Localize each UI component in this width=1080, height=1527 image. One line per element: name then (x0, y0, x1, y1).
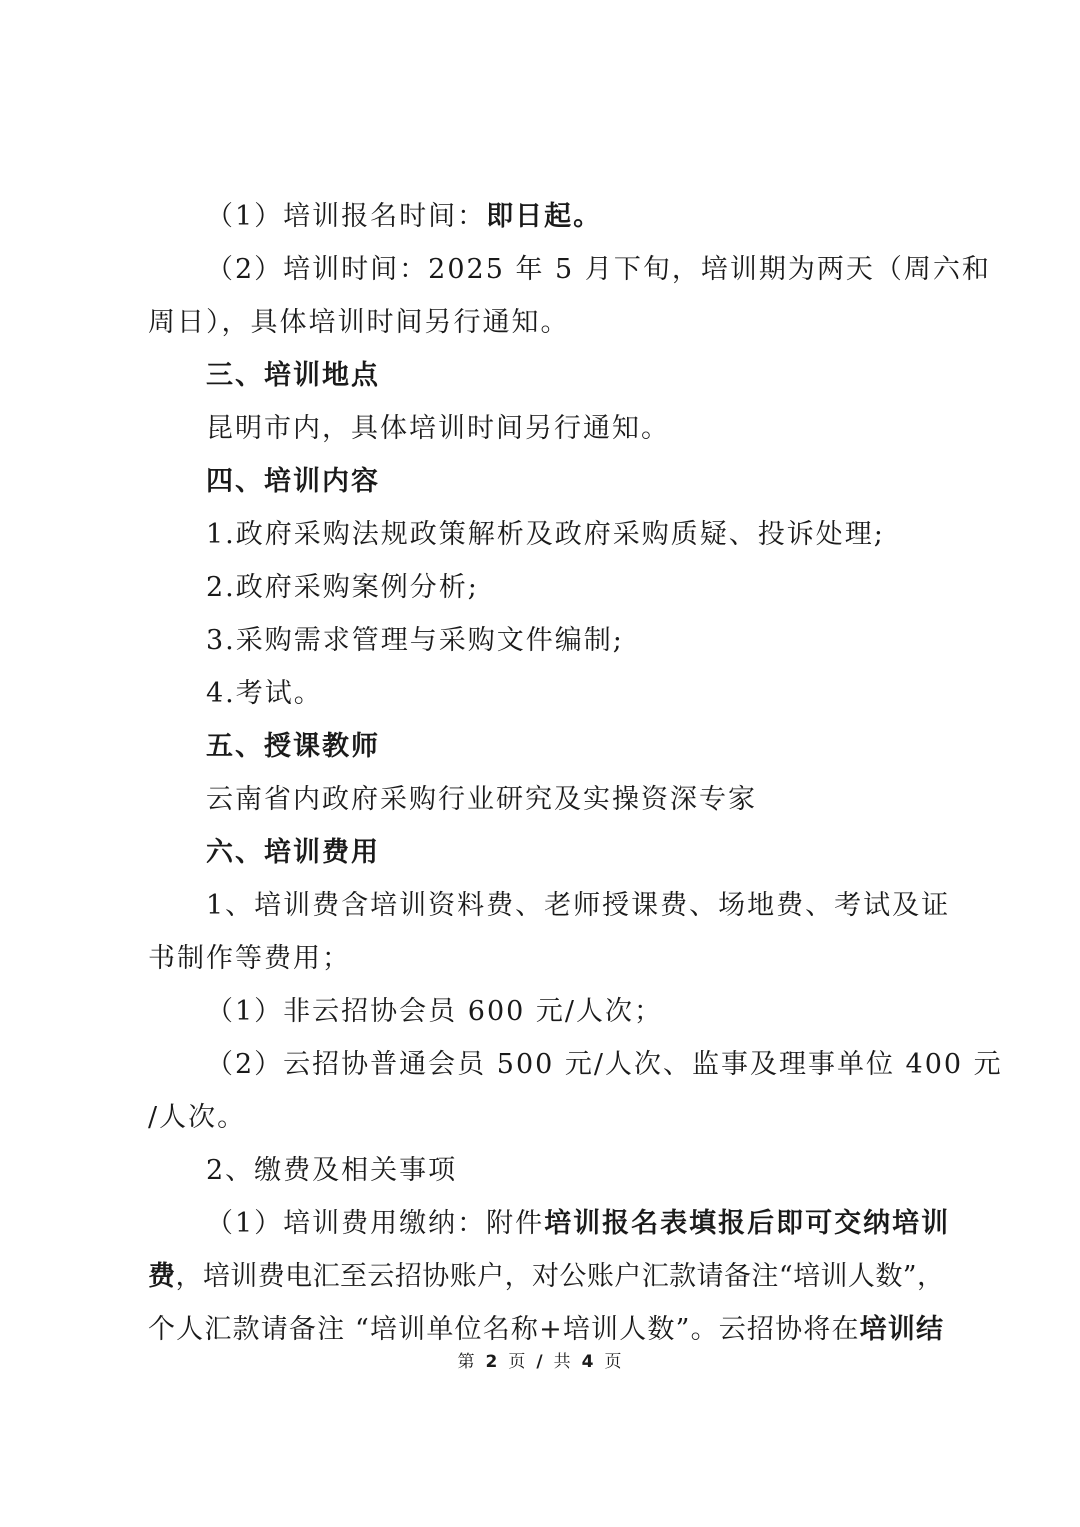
paragraph-non-member-fee: （1）非云招协会员 600 元/人次； (206, 996, 663, 1027)
footer-suffix: 页 (604, 1352, 623, 1372)
paragraph-member-fee: （2）云招协普通会员 500 元/人次、监事及理事单位 400 元 (206, 1049, 1003, 1080)
text: ，培训费电汇至云招协账户，对公账户汇款请备注“培训人数”， (175, 1261, 945, 1292)
paragraph-payment-2 (148, 1259, 944, 1295)
paragraph-member-fee-cont: /人次。 (148, 1102, 247, 1133)
paragraph-fee-includes: 1、培训费含培训资料费、老师授课费、场地费、考试及证 (206, 890, 951, 921)
bold-text: 培训结 (859, 1314, 945, 1345)
bold-text: 费 (148, 1261, 176, 1292)
heading-teachers: 五、授课教师 (206, 731, 380, 762)
list-item-content-3: 3.采购需求管理与采购文件编制; (206, 625, 624, 656)
paragraph-payment-3 (148, 1312, 944, 1348)
paragraph-location: 昆明市内，具体培训时间另行通知。 (206, 413, 670, 444)
footer-mid: 页 (508, 1352, 527, 1372)
list-item-content-4: 4.考试。 (206, 678, 323, 709)
text: （1）培训报名时间： (206, 201, 487, 232)
footer-total-prefix: 共 (553, 1352, 572, 1372)
paragraph-teachers: 云南省内政府采购行业研究及实操资深专家 (206, 784, 757, 815)
list-item-content-2: 2.政府采购案例分析; (206, 572, 479, 603)
paragraph-payment-1 (148, 1206, 951, 1242)
page-footer (0, 1350, 1080, 1374)
text: （1）培训费用缴纳：附件 (206, 1208, 545, 1239)
paragraph-payment-heading: 2、缴费及相关事项 (206, 1155, 458, 1186)
total-page-count: 4 (581, 1352, 595, 1372)
paragraph-fee-includes-cont: 书制作等费用； (148, 943, 351, 974)
text: 个人汇款请备注 “培训单位名称+培训人数”。云招协将在 (148, 1314, 860, 1345)
list-item-content-1: 1.政府采购法规政策解析及政府采购质疑、投诉处理; (206, 519, 885, 550)
paragraph-training-time: （2）培训时间：2025 年 5 月下旬，培训期为两天（周六和 (206, 254, 991, 285)
paragraph-registration-time (206, 199, 602, 235)
heading-training-fees: 六、培训费用 (206, 837, 380, 868)
bold-text: 培训报名表填报后即可交纳培训 (544, 1208, 951, 1239)
heading-training-location: 三、培训地点 (206, 360, 380, 391)
current-page-number: 2 (485, 1352, 499, 1372)
paragraph-training-time-cont: 周日），具体培训时间另行通知。 (148, 307, 570, 338)
footer-prefix: 第 (457, 1352, 476, 1372)
footer-separator: / (536, 1352, 544, 1372)
bold-text: 即日起。 (486, 201, 603, 232)
heading-training-content: 四、培训内容 (206, 466, 380, 497)
